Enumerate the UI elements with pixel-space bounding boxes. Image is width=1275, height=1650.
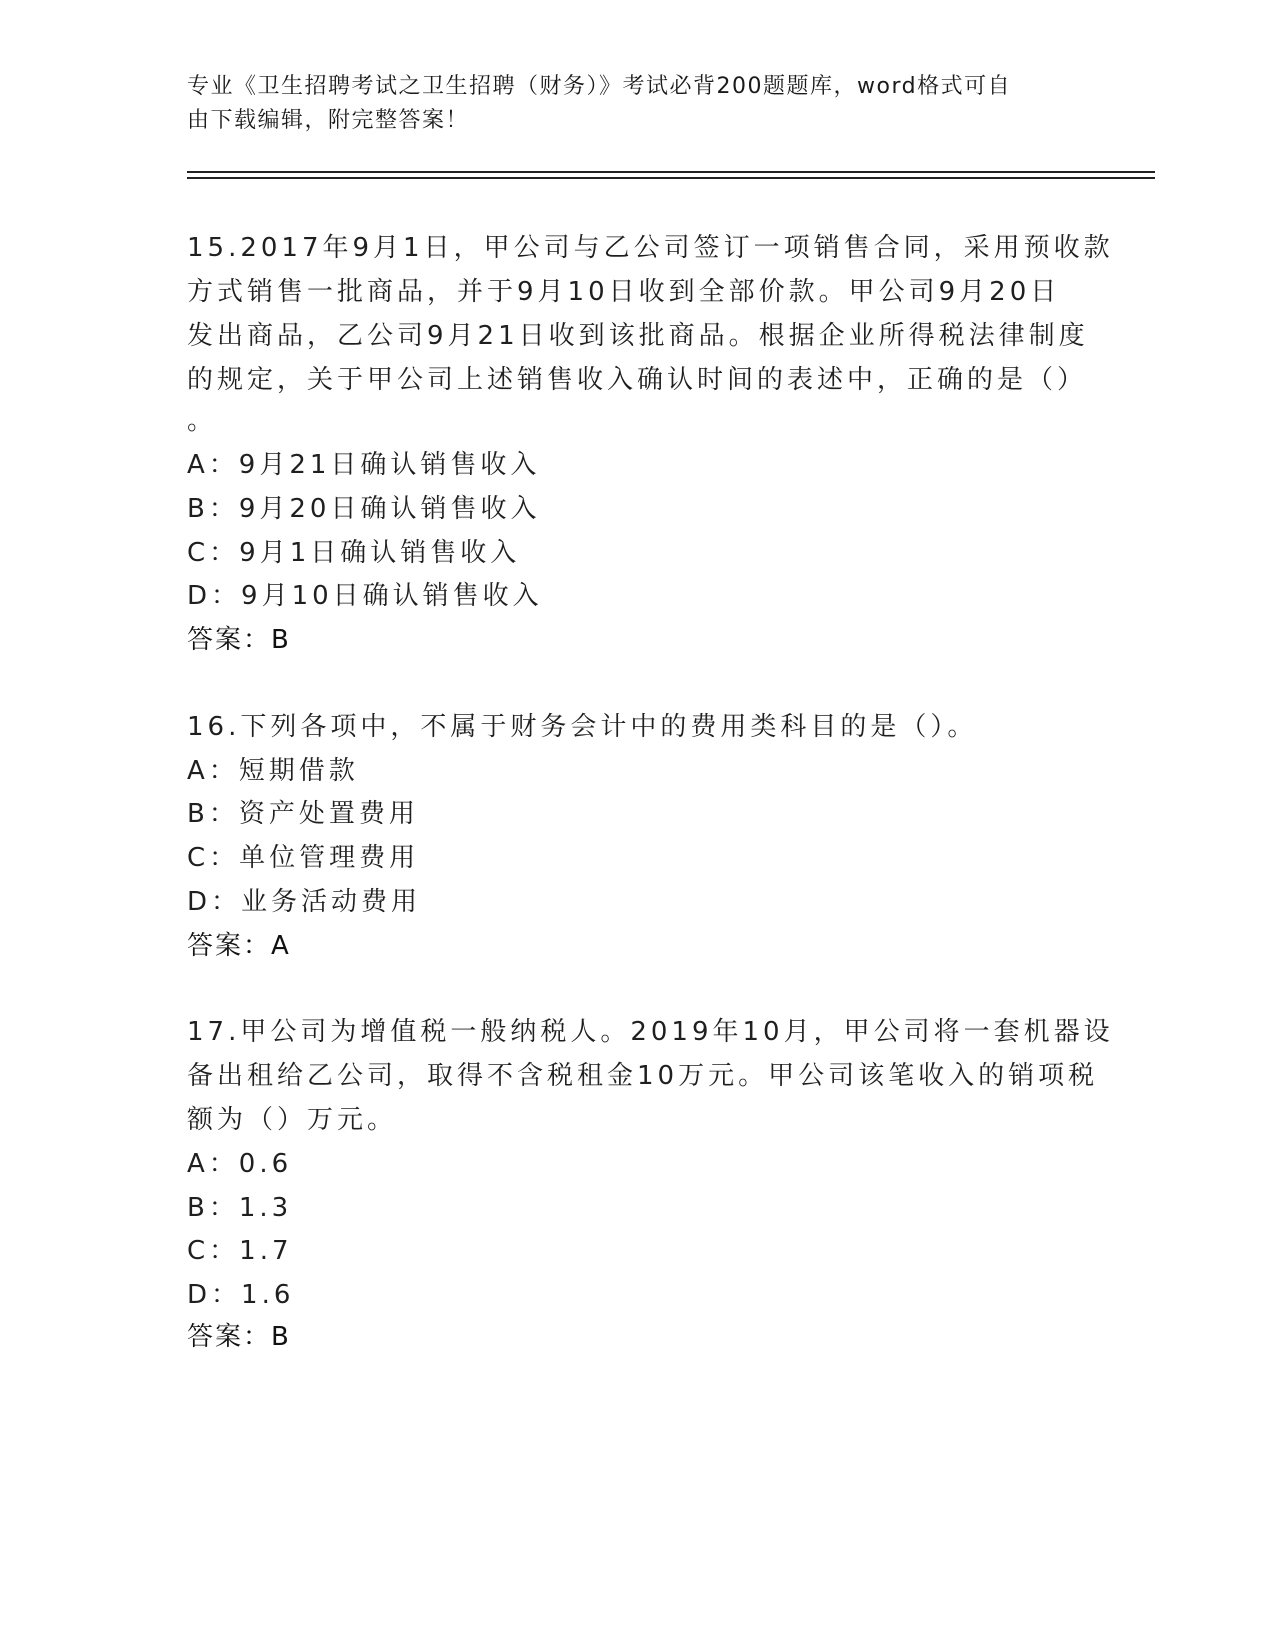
question-text-line: 额为（）万元。 [187, 1105, 398, 1135]
answer-label: 答案：B [187, 1322, 291, 1352]
question-text-line: 方式销售一批商品，并于9月10日收到全部价款。甲公司9月20日 [187, 277, 1061, 307]
question-text-line: 发出商品，乙公司9月21日收到该批商品。根据企业所得税法律制度 [187, 321, 1089, 351]
option-a: A：短期借款 [187, 756, 359, 786]
option-b: B：1.3 [187, 1193, 293, 1223]
answer-label: 答案：A [187, 931, 291, 961]
answer-label: 答案：B [187, 625, 291, 655]
option-d: D：1.6 [187, 1280, 295, 1310]
question-text-line: 备出租给乙公司，取得不含税租金10万元。甲公司该笔收入的销项税 [187, 1061, 1099, 1091]
question-text-line: 15.2017年9月1日，甲公司与乙公司签订一项销售合同，采用预收款 [187, 233, 1114, 263]
option-c: C：9月1日确认销售收入 [187, 538, 521, 568]
question-text-line: 的规定，关于甲公司上述销售收入确认时间的表述中，正确的是（） [187, 365, 1088, 395]
option-b: B：9月20日确认销售收入 [187, 494, 541, 524]
option-a: A：0.6 [187, 1149, 293, 1179]
question-text-line: 16.下列各项中，不属于财务会计中的费用类科目的是（）。 [187, 712, 978, 742]
option-c: C：单位管理费用 [187, 843, 420, 873]
header-line-2: 由下载编辑，附完整答案！ [187, 108, 470, 133]
option-d: D：9月10日确认销售收入 [187, 581, 543, 611]
question-text-line: 。 [187, 406, 218, 436]
option-a: A：9月21日确认销售收入 [187, 450, 541, 480]
option-b: B：资产处置费用 [187, 799, 419, 829]
header-rule-bottom [187, 177, 1155, 179]
question-text-line: 17.甲公司为增值税一般纳税人。2019年10月，甲公司将一套机器设 [187, 1017, 1114, 1047]
header-line-1: 专业《卫生招聘考试之卫生招聘（财务）》考试必背200题题库，word格式可自 [187, 74, 1012, 99]
option-d: D：业务活动费用 [187, 887, 422, 917]
option-c: C：1.7 [187, 1236, 293, 1266]
header-rule-top [187, 171, 1155, 173]
